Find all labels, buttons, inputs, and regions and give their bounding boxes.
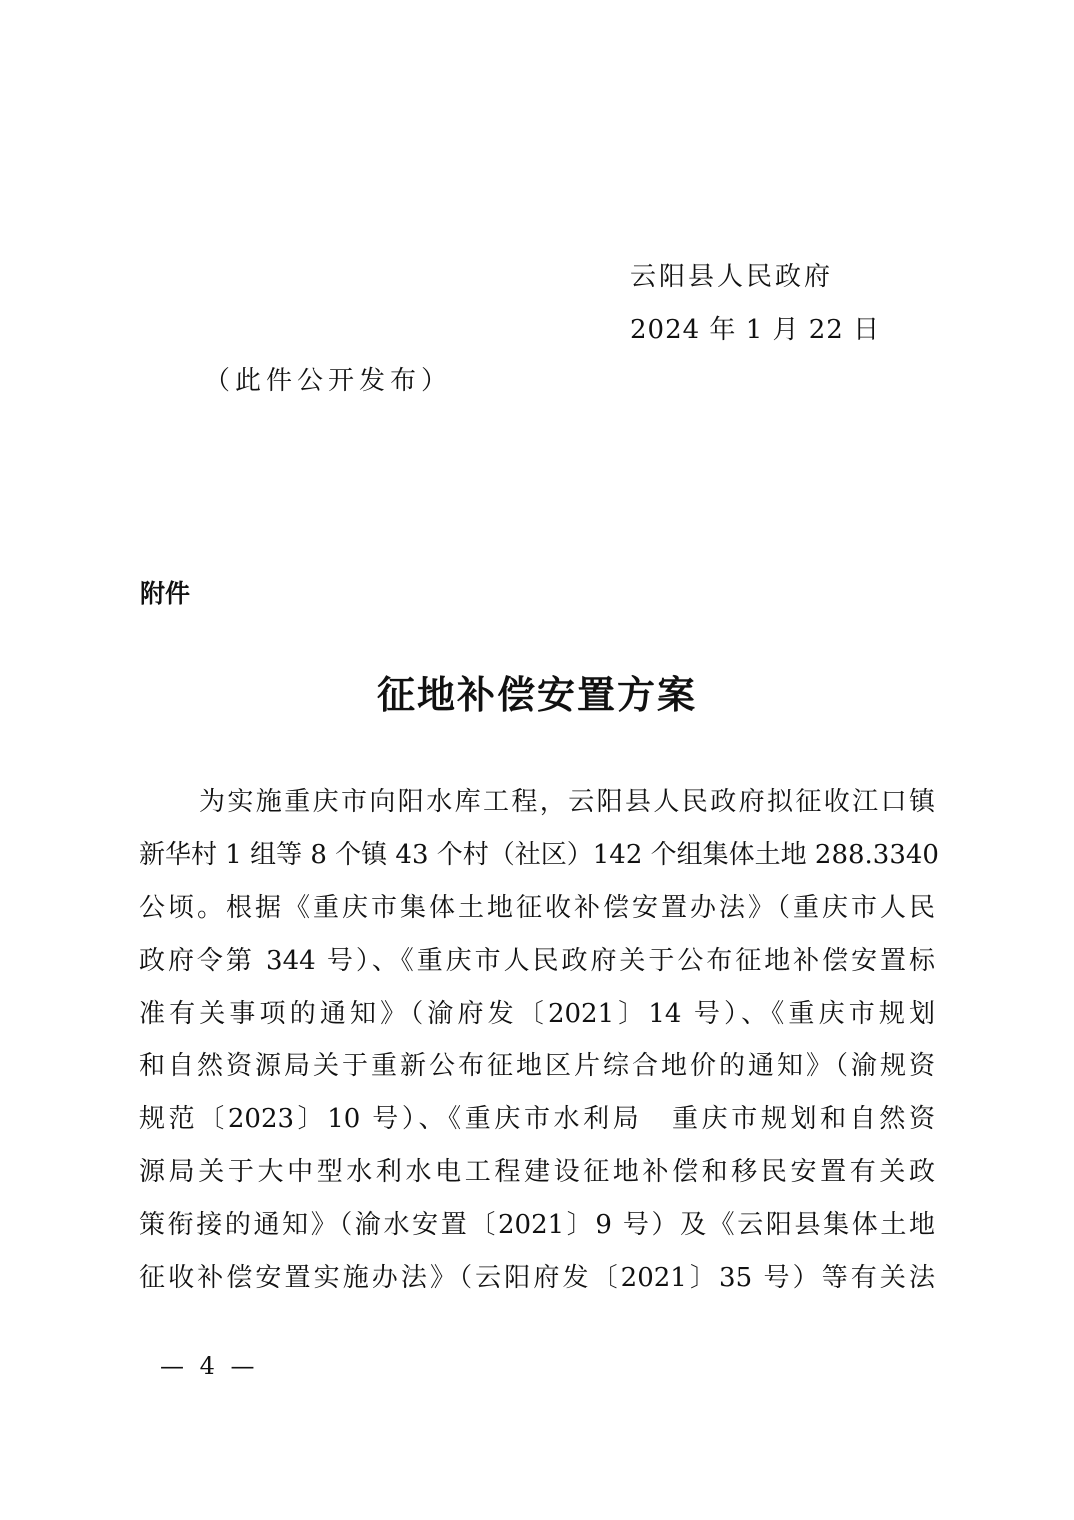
body-line: 征收补偿安置实施办法》（云阳府发〔2021〕35 号）等有关法 xyxy=(139,1263,935,1294)
body-line: 策衔接的通知》（渝水安置〔2021〕9 号）及《云阳县集体土地 xyxy=(139,1210,935,1241)
body-line: 准有关事项的通知》（渝府发〔2021〕14 号）、《重庆市规划 xyxy=(139,998,935,1029)
body-line: 新华村 1 组等 8 个镇 43 个村（社区）142 个组集体土地 288.3340 xyxy=(139,839,939,870)
signature-date: 2024 年 1 月 22 日 xyxy=(630,315,881,345)
body-line: 政府令第 344 号）、《重庆市人民政府关于公布征地补偿安置标 xyxy=(139,945,935,976)
signature-organization: 云阳县人民政府 xyxy=(630,262,834,292)
body-line: 公顷。根据《重庆市集体土地征收补偿安置办法》（重庆市人民 xyxy=(139,892,935,923)
public-release-note: （此件公开发布） xyxy=(204,366,453,396)
body-line: 和自然资源局关于重新公布征地区片综合地价的通知》（渝规资 xyxy=(139,1051,935,1082)
body-line: 为实施重庆市向阳水库工程，云阳县人民政府拟征收江口镇 xyxy=(199,787,935,817)
body-paragraph xyxy=(139,782,939,1311)
document-title: 征地补偿安置方案 xyxy=(376,672,697,717)
body-line: 规范〔2023〕10 号）、《重庆市水利局 重庆市规划和自然资 xyxy=(139,1104,935,1135)
attachment-label: 附件 xyxy=(140,579,191,608)
body-line: 源局关于大中型水利水电工程建设征地补偿和移民安置有关政 xyxy=(139,1157,935,1188)
page-number: — 4 — xyxy=(160,1352,259,1380)
